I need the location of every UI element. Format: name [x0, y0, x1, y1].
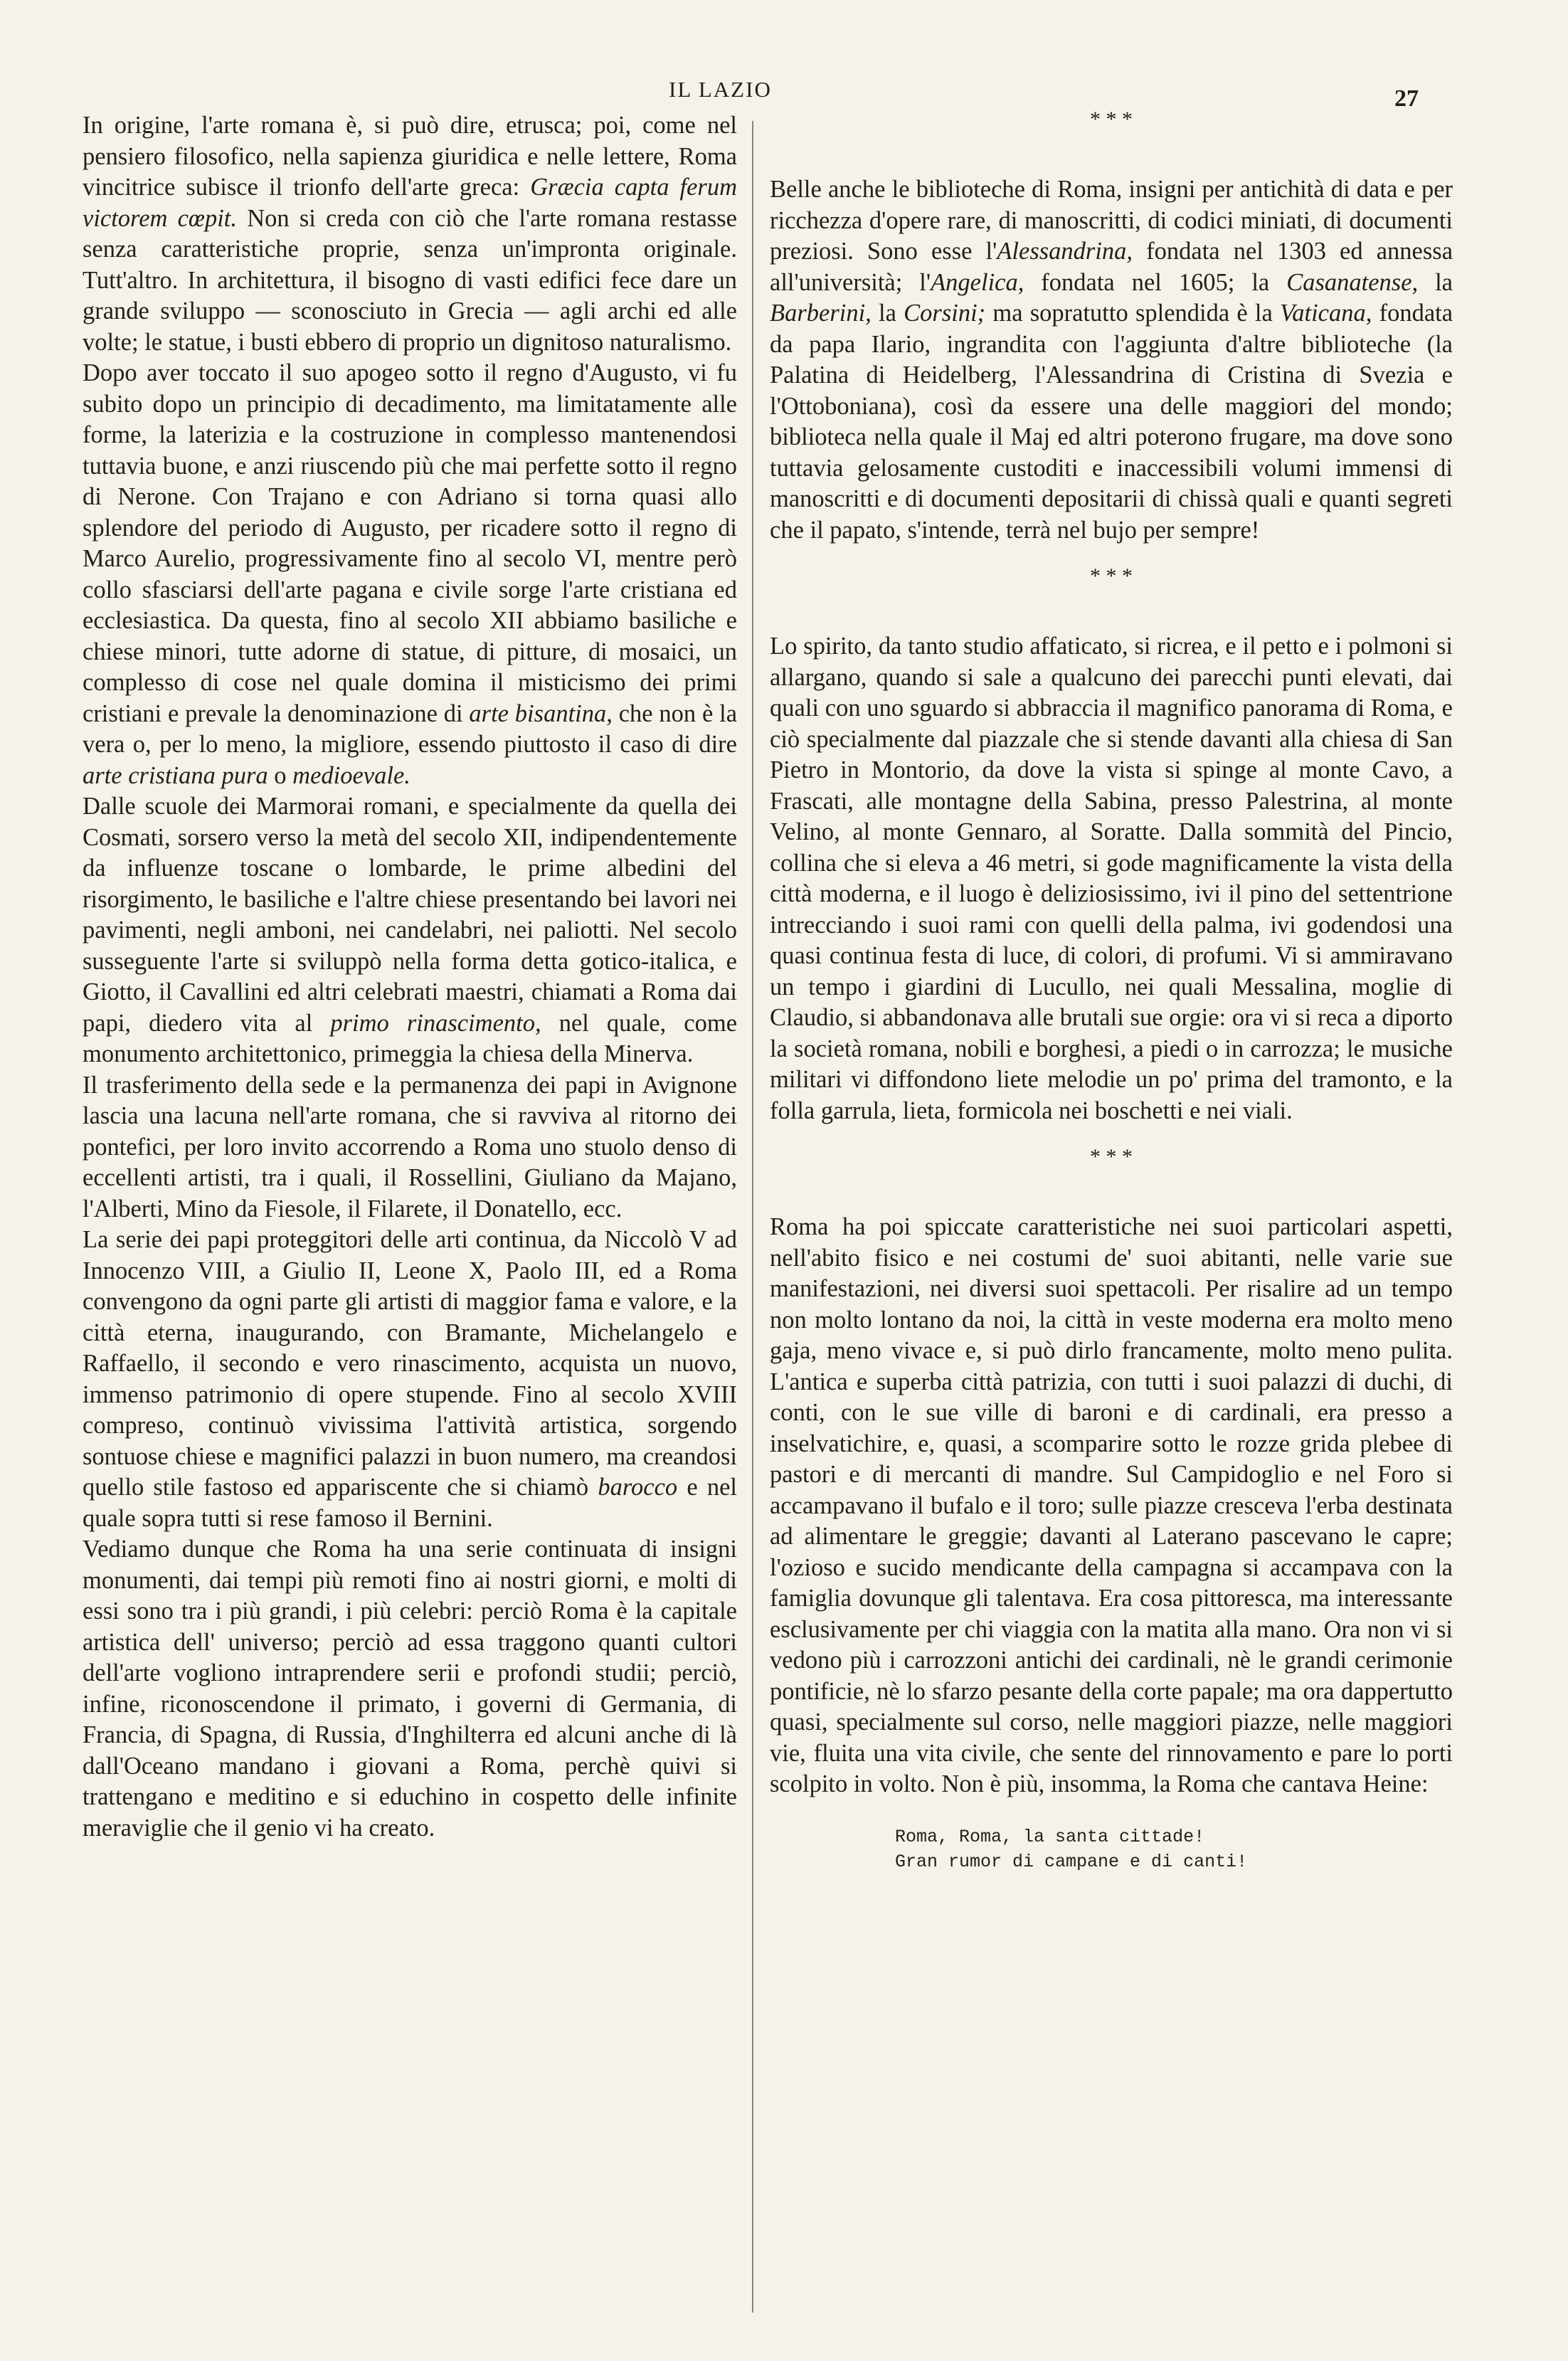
column-divider — [752, 121, 753, 2313]
page-header — [0, 70, 1568, 112]
paragraph-artistic-capital: Vediamo dunque che Roma ha una serie continuata di insigni monumenti, dai tempi più remoti fino ai nostri giorni, e molti di essi sono tra i più grandi, i più celebri: perciò Roma è la capitale artistica dell' universo; perciò ad essa traggono quanti cultori dell'arte vogliono intraprendere serii e profondi studii; perciò, infine, riconoscendone il primato, i governi di Germania, di Francia, di Spagna, di Russia, d'Inghilterra ed alcuni anche di là dall'Oceano mandano i giovani a Roma, perchè quivi si trattengano e meditino e si educhino in cospetto delle infinite meraviglie che il genio vi ha creato. — [83, 1536, 737, 1842]
running-title: IL LAZIO — [669, 77, 772, 102]
paragraph-roman-art-origins: In origine, l'arte romana è, si può dire, etrusca; poi, come nel pensiero filosofico, nella sapienza giuridica e nelle lettere, Roma vincitrice subisce il trionfo dell'arte greca: Græcia capta ferum victorem cœpit. Non si creda con ciò che l'arte romana restasse senza caratteristiche proprie, senza un'impronta originale. Tutt'altro. In architettura, il bisogno di vasti edifici fece dare un grande sviluppo — sconosciuto in Grecia — agli archi ed alle volte; le statue, i busti ebbero di proprio un dignitoso naturalismo. — [83, 112, 738, 356]
paragraph-avignon: Il trasferimento della sede e la permanenza dei papi in Avignone lascia una lacuna nell'arte romana, che si ravviva al ritorno dei pontefici, per loro invito accorrendo a Roma uno stuolo denso di eccellenti artisti, tra i quali, il Rossellini, Giuliano da Majano, l'Alberti, Mino da Fiesole, il Filarete, il Donatello, ecc. — [83, 1071, 737, 1222]
section-separator: * * * — [1090, 564, 1133, 588]
page-number: 27 — [1394, 85, 1419, 112]
left-column — [83, 110, 737, 1844]
heine-verse — [895, 1824, 1453, 1874]
section-separator: * * * — [1090, 1145, 1133, 1168]
paragraph-panorama: Lo spirito, da tanto studio affaticato, si ricrea, e il petto e i polmoni si allargano, quando si sale a qualcuno dei parecchi punti elevati, dai quali con uno sguardo si abbraccia il magnifico panorama di Roma, e ciò specialmente dal piazzale che si stende davanti alla chiesa di San Pietro in Montorio, da dove la vista si spinge al monte Cavo, a Frascati, alle montagne della Sabina, presso Palestrina, al monte Velino, al monte Gennaro, al Soratte. Dalla sommità del Pincio, collina che si eleva a 46 metri, si gode magnificamente la vista della città moderna, e il luogo è deliziosissimo, ivi il pino del settentrione intrecciando i suoi rami con quelli della palma, ivi godendosi una quasi continua festa di luce, di colori, di profumi. Vi si ammiravano un tempo i giardini di Lucullo, nei quali Messalina, moglie di Claudio, si abbandonava alle brutali sue orgie: ora vi si reca a diporto la società romana, nobili e borghesi, a piedi o in carrozza; le musiche militari vi diffondono liete melodie un po' prima del tramonto, e la folla garrula, lieta, formicola nei boschetti e nei viali. — [770, 633, 1453, 1124]
latin-quote: Græcia capta ferum victorem cœpit. — [83, 174, 738, 232]
right-column — [770, 107, 1453, 1874]
paragraph-augustus-decline: Dopo aver toccato il suo apogeo sotto il regno d'Augusto, vi fu subito dopo un principio di decadimento, ma limitatamente alle forme, la laterizia e la costruzione in complesso mantenendosi tuttavia buone, e anzi riuscendo più che mai perfette sotto il regno di Nerone. Con Trajano e con Adriano si torna quasi allo splendore del periodo di Augusto, per ricadere sotto il regno di Marco Aurelio, progressivamente fino al secolo VI, mentre però collo sfasciarsi dell'arte pagana e civile sorge l'arte cristiana ed ecclesiastica. Da questa, fino al secolo XII abbiamo basiliche e chiese minori, tutte adorne di statue, di pitture, di mosaici, un complesso di cose nel quale domina il misticismo dei primi cristiani e prevale la denominazione di arte bisantina, che non è la vera o, per lo meno, la migliore, essendo piuttosto il caso di dire arte cristiana pura o medioevale. — [83, 359, 738, 789]
paragraph-marmorai-cosmati: Dalle scuole dei Marmorai romani, e specialmente da quella dei Cosmati, sorsero verso la metà del secolo XII, indipendentemente da influenze toscane o lombarde, le prime albedini del risorgimento, le basiliche e l'altre chiese presentando bei lavori nei pavimenti, negli amboni, nei candelabri, nei paliotti. Nel secolo susseguente l'arte si sviluppò nella forma detta gotico-italica, e Giotto, il Cavallini ed altri celebrati maestri, chiamati a Roma dai papi, diedero vita al primo rinascimento, nel quale, come monumento architettonico, primeggia la chiesa della Minerva. — [83, 793, 738, 1067]
verse-line: Roma, Roma, la santa cittade! — [895, 1826, 1205, 1847]
paragraph-libraries: Belle anche le biblioteche di Roma, insigni per antichità di data e per ricchezza d'opere rare, di manoscritti, di codici miniati, di documenti preziosi. Sono esse l'Alessandrina, fondata nel 1303 ed annessa all'università; l'Angelica, fondata nel 1605; la Casanatense, la Barberini, la Corsini; ma sopratutto splendida è la Vaticana, fondata da papa Ilario, ingrandita con l'aggiunta d'altre biblioteche (la Palatina di Heidelberg, l'Alessandrina di Cristina di Svezia e l'Ottoboniana), così da essere una delle maggiori del mondo; biblioteca nella quale il Maj ed altri poterono frugare, ma dove sono tuttavia gelosamente custoditi e inaccessibili volumi immensi di manoscritti e di documenti depositarii di chissà quali e quanti segreti che il papato, s'intende, terrà nel bujo per sempre! — [770, 176, 1453, 544]
paragraph-roman-customs: Roma ha poi spiccate caratteristiche nei suoi particolari aspetti, nell'abito fisico e nei costumi de' suoi abitanti, nelle varie sue manifestazioni, nei diversi suoi spettacoli. Per risalire ad un tempo non molto lontano da noi, la città in veste moderna era molto meno gaja, meno vivace e, si può dirlo francamente, molto meno pulita. L'antica e superba città patrizia, con tutti i suoi palazzi di duchi, di conti, con le sue ville di baroni e di cardinali, era presso a inselvatichire, e, quasi, a scomparire sotto le rozze grida plebee di pastori e di mercanti di mandre. Sul Campidoglio e nel Foro si accampavano il bufalo e il toro; sulle piazze cresceva l'erba destinata ad alimentare le greggie; davanti al Laterano pascevano le capre; l'ozioso e sucido mendicante della campagna si accampava con la famiglia dovunque gli talentava. Era cosa pittoresca, ma interessante esclusivamente per chi viaggia con la matita alla mano. Ora non vi si vedono più i carrozzoni antichi dei cardinali, nè le grandi cerimonie pontificie, nè lo sfarzo pesante della corte papale; ma ora dappertutto quasi, specialmente sul corso, nelle maggiori piazze, nelle maggiori vie, fluita una vita civile, che sente del rinnovamento e pare lo porti scolpito in volto. Non è più, insomma, la Roma che cantava Heine: — [770, 1213, 1453, 1797]
paragraph-popes-patrons: La serie dei papi proteggitori delle arti continua, da Niccolò V ad Innocenzo VIII, a Giulio II, Leone X, Paolo III, ed a Roma convengono da ogni parte gli artisti di maggior fama e valore, e la città eterna, inaugurando, con Bramante, Michelangelo e Raffaello, il secondo e vero rinascimento, acquista un nuovo, immenso patrimonio di opere stupende. Fino al secolo XVIII compreso, continuò vivissima l'attività artistica, sorgendo sontuose chiese e magnifici palazzi in buon numero, ma creandosi quello stile fastoso ed appariscente che si chiamò barocco e nel quale sopra tutti si rese famoso il Bernini. — [83, 1226, 737, 1532]
verse-line: Gran rumor di campane e di canti! — [895, 1851, 1248, 1872]
section-separator: * * * — [1090, 107, 1133, 131]
